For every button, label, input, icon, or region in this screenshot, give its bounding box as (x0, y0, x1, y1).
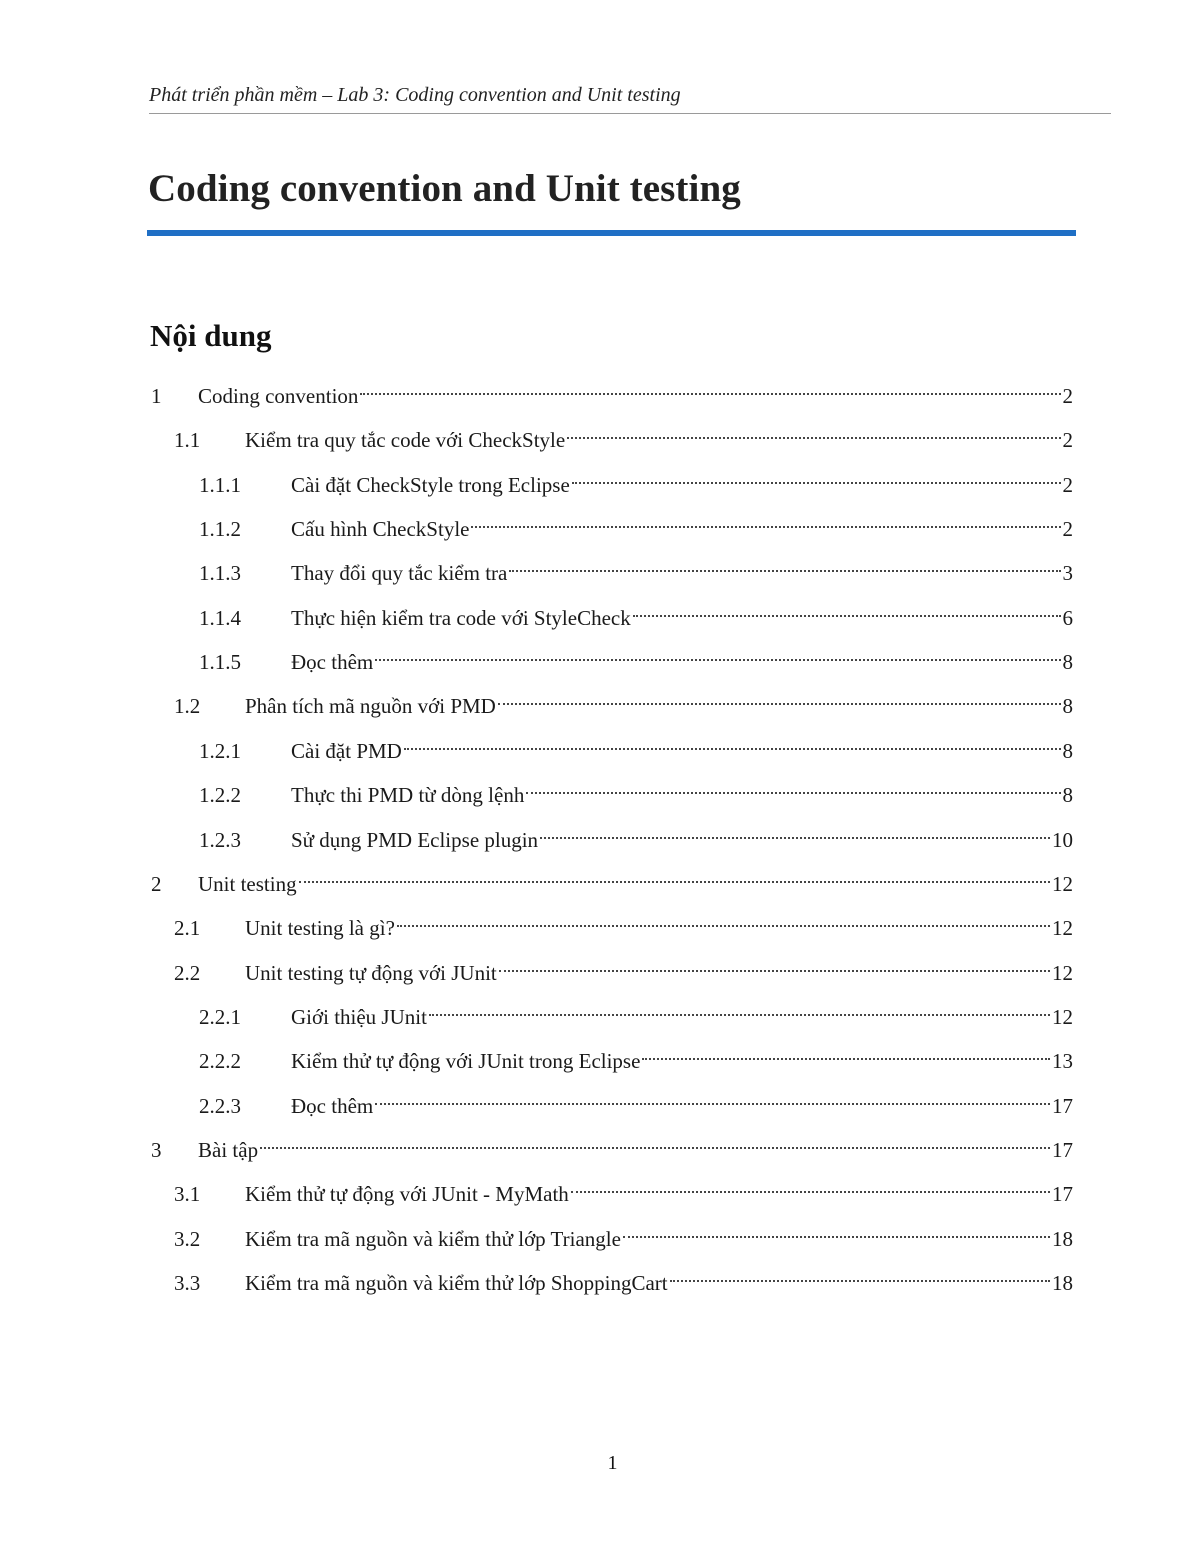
toc-entry-title: Unit testing (198, 872, 297, 896)
toc-heading: Nội dung (150, 318, 272, 353)
toc-entry-title: Cài đặt CheckStyle trong Eclipse (291, 473, 570, 497)
toc-entry-page: 8 (1062, 739, 1073, 763)
toc-entry-page: 8 (1062, 650, 1073, 674)
toc-entry-page: 12 (1052, 872, 1073, 896)
toc-entry-number: 1.1 (174, 428, 201, 452)
toc-entry-page: 2 (1062, 384, 1073, 408)
toc-entry-number: 3.1 (174, 1182, 201, 1206)
toc-entry-number: 1.1.5 (199, 650, 241, 674)
toc-entry-page: 18 (1052, 1271, 1073, 1295)
toc-entry-title: Kiểm tra mã nguồn và kiểm thử lớp Triangle (245, 1227, 621, 1251)
toc-entry-number: 3.3 (174, 1271, 201, 1295)
toc-entry-number: 1.2 (174, 694, 201, 718)
toc-dot-leader (375, 639, 1060, 669)
toc-entry-number: 1.2.1 (199, 739, 241, 763)
toc-entry-number: 1.1.3 (199, 561, 241, 585)
toc-entry-number: 2.1 (174, 916, 201, 940)
toc-entry-title: Đọc thêm (291, 1094, 374, 1118)
toc-entry-title: Sử dụng PMD Eclipse plugin (291, 828, 539, 852)
toc-entry-title: Kiểm thử tự động với JUnit - MyMath (245, 1182, 569, 1206)
toc-entry[interactable] (199, 772, 1073, 807)
toc-entry-number: 2.2.3 (199, 1094, 241, 1118)
toc-entry[interactable] (199, 639, 1073, 674)
toc-entry[interactable] (151, 861, 1073, 896)
toc-entry-page: 17 (1052, 1138, 1073, 1162)
toc-dot-leader (498, 683, 1061, 713)
toc-dot-leader (375, 1083, 1050, 1113)
toc-entry-title: Unit testing tự động với JUnit (245, 961, 497, 985)
toc-entry-number: 2.2.1 (199, 1005, 241, 1029)
toc-entry-title: Cài đặt PMD (291, 739, 402, 763)
toc-entry-page: 17 (1052, 1182, 1073, 1206)
toc-entry-number: 2 (151, 872, 162, 896)
toc-entry-number: 2.2.2 (199, 1049, 241, 1073)
page-number: 1 (607, 1452, 618, 1474)
toc-dot-leader (509, 550, 1060, 580)
toc-entry-page: 12 (1052, 961, 1073, 985)
toc-entry[interactable] (174, 1216, 1073, 1251)
toc-entry-title: Unit testing là gì? (245, 916, 395, 940)
toc-entry[interactable] (151, 1127, 1073, 1162)
toc-entry-page: 12 (1052, 1005, 1073, 1029)
toc-entry-number: 1.1.1 (199, 473, 241, 497)
toc-dot-leader (526, 772, 1060, 802)
toc-entry-title: Thực hiện kiểm tra code với StyleCheck (291, 606, 631, 630)
toc-entry-title: Thực thi PMD từ dòng lệnh (291, 783, 525, 807)
toc-dot-leader (670, 1260, 1050, 1290)
toc-entry-page: 6 (1062, 606, 1073, 630)
toc-entry-page: 2 (1062, 473, 1073, 497)
document-title: Coding convention and Unit testing (148, 167, 741, 210)
toc-entry[interactable] (199, 595, 1073, 630)
toc-entry-number: 2.2 (174, 961, 201, 985)
toc-dot-leader (572, 462, 1061, 492)
toc-entry[interactable] (199, 1083, 1073, 1118)
toc-entry-number: 3.2 (174, 1227, 201, 1251)
toc-entry[interactable] (174, 950, 1073, 985)
toc-entry-title: Kiểm tra mã nguồn và kiểm thử lớp ShoppingCart (245, 1271, 668, 1295)
toc-entry-title: Coding convention (198, 384, 359, 408)
toc-entry-page: 2 (1062, 517, 1073, 541)
toc-entry[interactable] (151, 373, 1073, 408)
toc-entry[interactable] (199, 506, 1073, 541)
toc-entry-number: 3 (151, 1138, 162, 1162)
toc-entry-page: 12 (1052, 916, 1073, 940)
toc-entry-number: 1.2.2 (199, 783, 241, 807)
toc-dot-leader (360, 373, 1060, 403)
toc-entry-page: 3 (1062, 561, 1073, 585)
toc-entry[interactable] (199, 728, 1073, 763)
toc-entry[interactable] (174, 683, 1073, 718)
toc-dot-leader (404, 728, 1061, 758)
toc-entry-title: Phân tích mã nguồn với PMD (245, 694, 496, 718)
toc-entry-page: 8 (1062, 694, 1073, 718)
toc-entry-number: 1.1.2 (199, 517, 241, 541)
running-header-title: Phát triển phần mềm – Lab 3: Coding convention and Unit testing (149, 84, 681, 106)
toc-entry-title: Giới thiệu JUnit (291, 1005, 427, 1029)
toc-dot-leader (299, 861, 1050, 891)
toc-entry-page: 2 (1062, 428, 1073, 452)
toc-entry[interactable] (174, 417, 1073, 452)
toc-entry[interactable] (174, 1260, 1073, 1295)
toc-entry[interactable] (199, 817, 1073, 852)
toc-entry[interactable] (199, 462, 1073, 497)
toc-entry-title: Kiểm tra quy tắc code với CheckStyle (245, 428, 566, 452)
toc-entry-title: Bài tập (198, 1138, 259, 1162)
toc-entry-title: Đọc thêm (291, 650, 374, 674)
toc-dot-leader (260, 1127, 1050, 1157)
toc-entry-title: Kiểm thử tự động với JUnit trong Eclipse (291, 1049, 641, 1073)
toc-entry[interactable] (199, 550, 1073, 585)
toc-dot-leader (642, 1038, 1050, 1068)
toc-dot-leader (633, 595, 1061, 625)
toc-dot-leader (499, 950, 1050, 980)
toc-entry-page: 17 (1052, 1094, 1073, 1118)
toc-entry[interactable] (174, 1171, 1073, 1206)
toc-entry-number: 1 (151, 384, 162, 408)
toc-entry[interactable] (199, 994, 1073, 1029)
toc-entry[interactable] (199, 1038, 1073, 1073)
toc-dot-leader (623, 1216, 1050, 1246)
toc-entry-number: 1.1.4 (199, 606, 241, 630)
toc-dot-leader (429, 994, 1050, 1024)
toc-dot-leader (571, 1171, 1050, 1201)
toc-entry-number: 1.2.3 (199, 828, 241, 852)
toc-entry-title: Thay đổi quy tắc kiểm tra (291, 561, 508, 585)
toc-entry[interactable] (174, 905, 1073, 940)
toc-dot-leader (397, 905, 1050, 935)
toc-entry-page: 18 (1052, 1227, 1073, 1251)
toc-entry-title: Cấu hình CheckStyle (291, 517, 470, 541)
toc-entry-page: 13 (1052, 1049, 1073, 1073)
toc-entry-page: 10 (1052, 828, 1073, 852)
toc-dot-leader (567, 417, 1060, 447)
toc-dot-leader (471, 506, 1060, 536)
toc-entry-page: 8 (1062, 783, 1073, 807)
toc-dot-leader (540, 817, 1050, 847)
